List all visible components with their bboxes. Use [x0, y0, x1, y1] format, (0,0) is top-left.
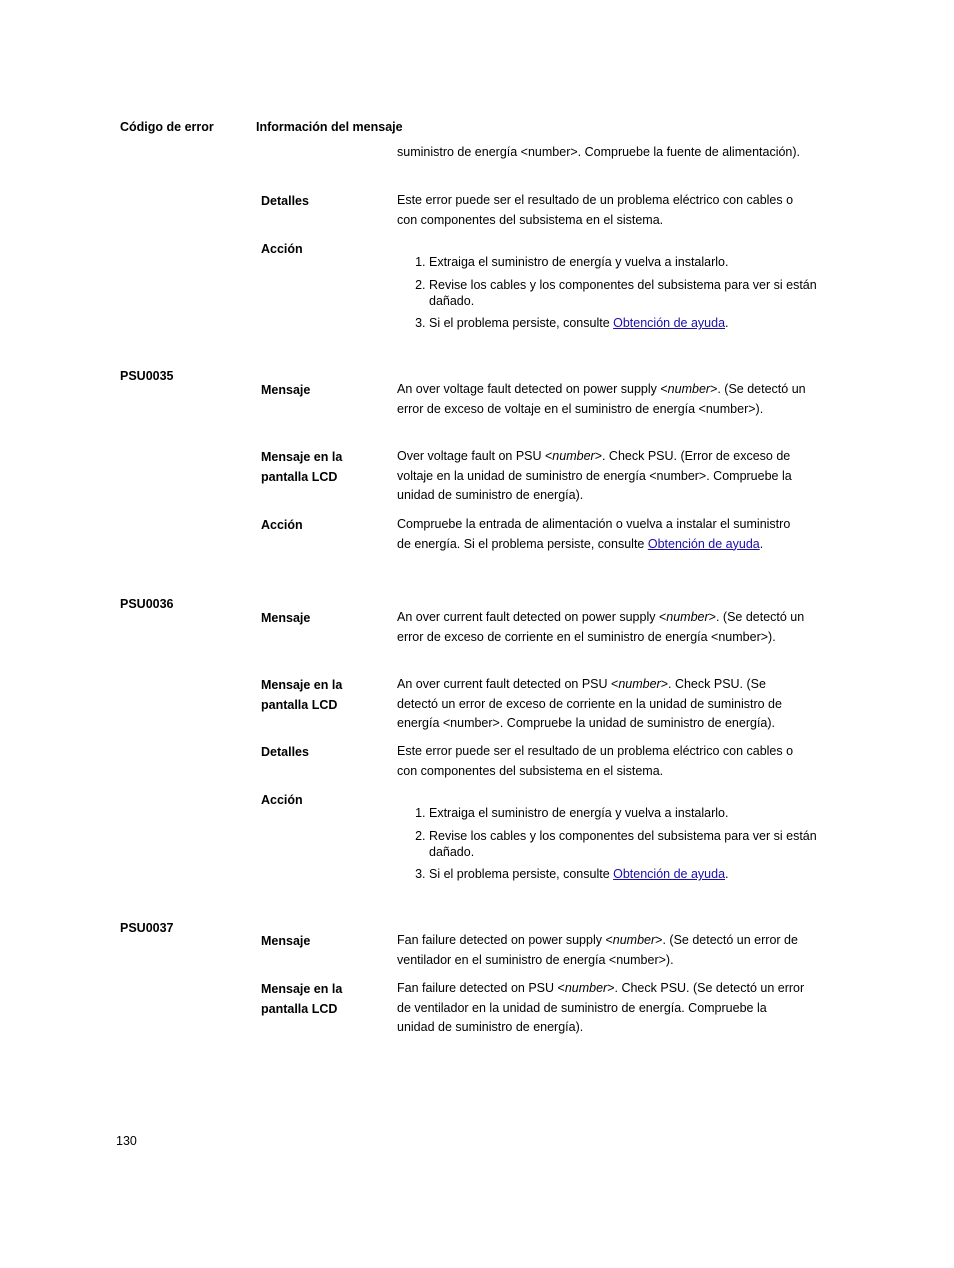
details-text: Este error puede ser el resultado de un problema eléctrico con cables o con componentes del subsistema en el sistema.: [397, 744, 794, 778]
action-step: [429, 315, 839, 331]
lcd-text-part: An over current fault detected on PSU <: [397, 677, 619, 691]
message-text: [397, 931, 807, 970]
action-label: Acción: [261, 242, 303, 256]
column-header-message-info: Información del mensaje: [256, 120, 403, 134]
error-code-psu0035: PSU0035: [120, 369, 174, 383]
error-code-psu0036: PSU0036: [120, 597, 174, 611]
message-text-part: Fan failure detected on power supply <: [397, 933, 613, 947]
lcd-message-label: Mensaje en la pantalla LCD: [261, 678, 343, 712]
lcd-text-variable: number: [564, 981, 608, 995]
message-label: Mensaje: [261, 934, 311, 948]
action-steps-list: [397, 805, 839, 889]
lcd-text-part: Over voltage fault on PSU <: [397, 449, 553, 463]
message-text-variable: number: [667, 382, 711, 396]
message-text-part: >. (Se detectó un error de exceso de voltaje en el suministro de energía <number>).: [397, 382, 806, 416]
action-steps-list: [397, 254, 839, 338]
message-text-variable: number: [612, 933, 656, 947]
lcd-message-text: [397, 447, 807, 506]
page-number: 130: [116, 1134, 137, 1148]
message-text-part: >. (Se detectó un error de ventilador en el suministro de energía <number>).: [397, 933, 798, 967]
action-step-text: Si el problema persiste, consulte: [429, 316, 614, 330]
lcd-message-text: [397, 979, 807, 1038]
lcd-text-part: >. Check PSU. (Se detectó un error de exceso de corriente en la unidad de suministro de energía <number>. Compruebe la unidad de suministro de energía).: [397, 677, 782, 730]
link-period: .: [725, 867, 729, 881]
link-period: .: [759, 536, 764, 551]
help-link[interactable]: Obtención de ayuda: [613, 316, 726, 330]
lcd-text-variable: number: [618, 677, 661, 691]
message-text-variable: number: [666, 610, 709, 624]
help-link[interactable]: Obtención de ayuda: [613, 867, 726, 881]
lcd-text-part: Fan failure detected on PSU <: [397, 981, 565, 995]
lcd-message-label: Mensaje en la pantalla LCD: [261, 982, 343, 1016]
action-step: [429, 866, 839, 882]
lcd-text-part: >. Check PSU. (Se detectó un error de ventilador en la unidad de suministro de energía. Compruebe la unidad de suministro de energía).: [397, 981, 805, 1034]
error-code-psu0037: PSU0037: [120, 921, 174, 935]
action-label: Acción: [261, 518, 303, 532]
message-text-part: An over current fault detected on power supply <: [397, 610, 667, 624]
continued-message-text: suministro de energía <number>. Compruebe la fuente de alimentación).: [397, 145, 801, 159]
action-step: 1. Extraiga el suministro de energía y vuelva a instalarlo.: [429, 254, 839, 270]
action-label: Acción: [261, 793, 303, 807]
lcd-text-part: >. Check PSU. (Error de exceso de voltaje en la unidad de suministro de energía <number>. Compruebe la unidad de suministro de energía).: [397, 449, 792, 502]
message-label: Mensaje: [261, 611, 311, 625]
lcd-message-label: Mensaje en la pantalla LCD: [261, 450, 343, 484]
action-text: [397, 515, 807, 554]
details-label: Detalles: [261, 194, 309, 208]
link-period: .: [725, 316, 729, 330]
message-text-part: An over voltage fault detected on power supply <: [397, 382, 668, 396]
action-step: 2. Revise los cables y los componentes del subsistema para ver si están dañado.: [429, 828, 839, 860]
lcd-text-variable: number: [552, 449, 595, 463]
message-text: [397, 608, 807, 647]
action-step: 1. Extraiga el suministro de energía y vuelva a instalarlo.: [429, 805, 839, 821]
message-text: [397, 380, 807, 419]
action-step: 2. Revise los cables y los componentes del subsistema para ver si están dañado.: [429, 277, 839, 309]
message-label: Mensaje: [261, 383, 311, 397]
action-text-part: Compruebe la entrada de alimentación o vuelva a instalar el suministro de energía. Si el problema persiste, consulte: [397, 517, 791, 551]
lcd-message-text: [397, 675, 807, 734]
action-step-text: Si el problema persiste, consulte: [429, 867, 614, 881]
column-header-error-code: Código de error: [120, 120, 214, 134]
message-text-part: >. (Se detectó un error de exceso de corriente en el suministro de energía <number>).: [397, 610, 805, 644]
details-label: Detalles: [261, 745, 309, 759]
details-text: Este error puede ser el resultado de un problema eléctrico con cables o con componentes del subsistema en el sistema.: [397, 193, 794, 227]
help-link[interactable]: Obtención de ayuda: [647, 536, 760, 551]
